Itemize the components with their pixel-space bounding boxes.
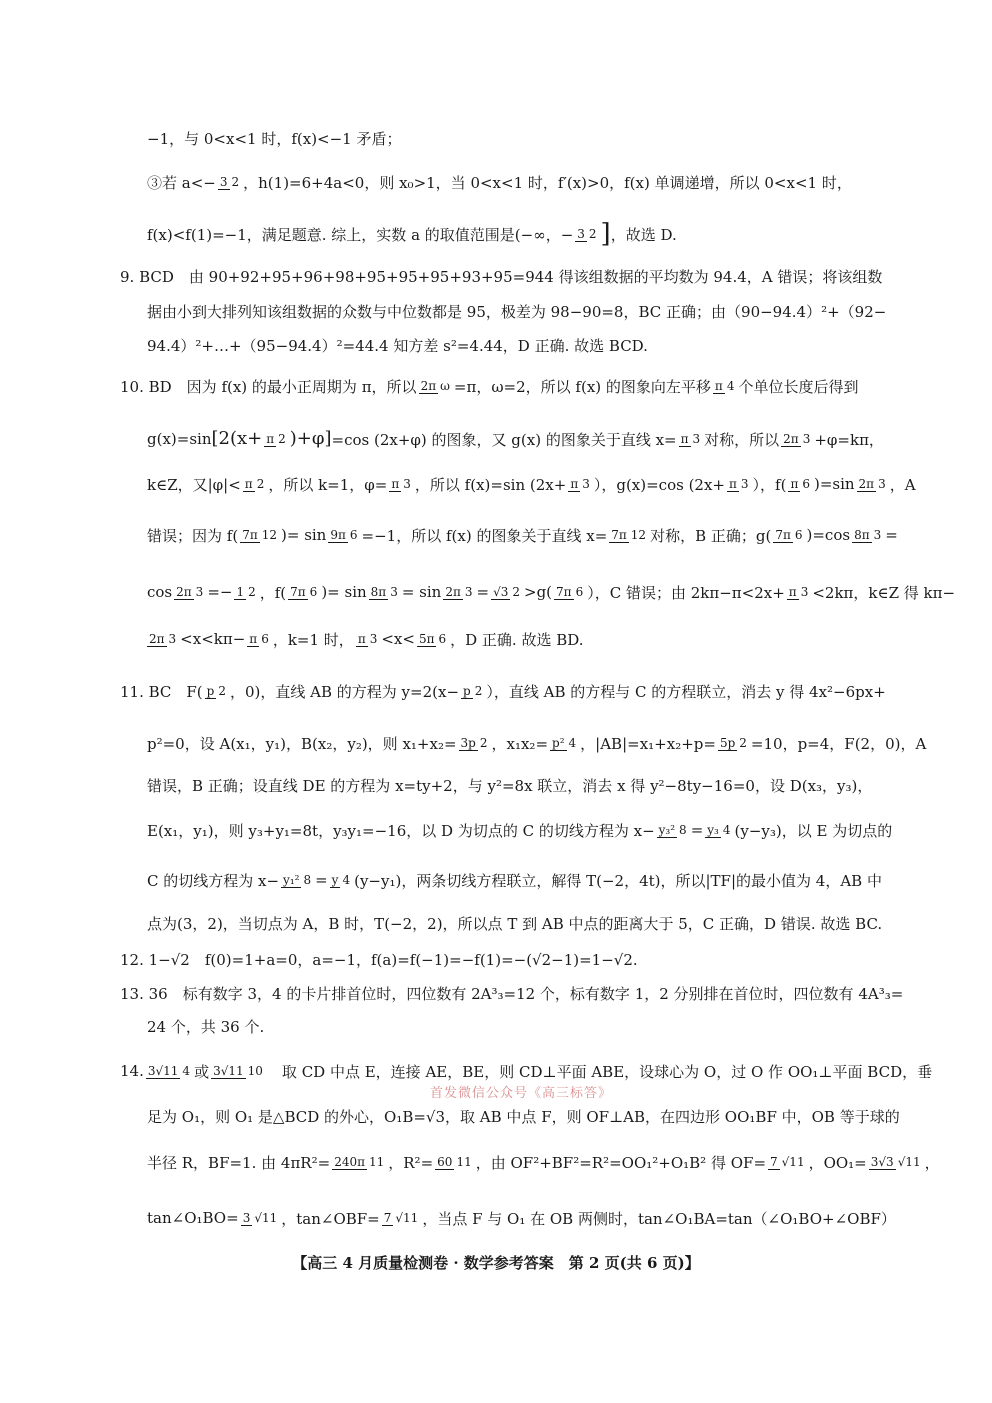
text-segment: =π，ω=2，所以 f(x) 的图象向左平移: [453, 377, 711, 396]
fraction: 5π 6: [418, 631, 447, 646]
text-segment: ，f(: [259, 583, 287, 602]
text-segment: 13. 36 标有数字 3，4 的卡片排首位时，四位数有 2A³₃=12 个，标有数字 1，2 分别排在首位时，四位数有 4A³₃=: [120, 984, 904, 1003]
fraction: p² 4: [552, 735, 577, 750]
text-segment: 错误，B 正确；设直线 DE 的方程为 x=ty+2，与 y²=8x 联立，消去 x 得 y²−8ty−16=0，设 D(x₃，y₃)，: [147, 776, 873, 795]
text-segment: k∈Z，又|φ|<: [147, 475, 241, 494]
text-segment: p²=0，设 A(x₁，y₁)，B(x₂，y₂)，则 x₁+x₂=: [147, 734, 457, 753]
text-line-11d: [0, 810, 992, 850]
fraction: π 3: [391, 476, 411, 491]
text-line-9c: [0, 325, 992, 365]
text-segment: )= sin: [281, 526, 327, 544]
text-segment: =: [885, 526, 898, 544]
text-line-11f: [0, 903, 992, 943]
text-segment: ，故选 D.: [610, 225, 677, 244]
fraction: y₃ 4: [707, 822, 731, 837]
text-line-8a: [0, 118, 992, 158]
fraction: p 2: [463, 683, 483, 698]
fraction: 3p 2: [460, 735, 488, 750]
text-segment: (−∞，−: [514, 225, 574, 244]
text-segment: E(x₁，y₁)，则 y₃+y₁=8t，y₃y₁=−16，以 D 为切点的 C 的切线方程为 x−: [147, 821, 655, 840]
fraction: π 3: [729, 476, 749, 491]
text-segment: ），f(: [752, 475, 787, 494]
text-segment: )=cos: [806, 526, 851, 544]
fraction: p 2: [206, 683, 226, 698]
fraction: 9π 6: [330, 527, 358, 542]
text-segment: ），直线 AB 的方程与 C 的方程联立，消去 y 得 4x²−6px+: [486, 682, 886, 701]
text-line-11b: [0, 723, 992, 763]
fraction: π 3: [788, 584, 809, 599]
fraction: y₃² 8: [658, 822, 687, 837]
fraction: 8π 3: [370, 584, 398, 599]
fraction: 8π 3: [854, 527, 882, 542]
text-segment: =cos (2x+φ) 的图象，又 g(x) 的图象关于直线 x=: [331, 430, 677, 449]
text-segment: 14.: [120, 1062, 144, 1080]
fraction: π 3: [570, 476, 590, 491]
text-segment: ，OO₁=: [808, 1153, 867, 1172]
text-segment: = sin: [401, 583, 442, 601]
fraction: 7π 6: [290, 584, 318, 599]
text-segment: =−: [207, 583, 233, 601]
text-line-10b: [0, 419, 992, 459]
fraction: 2π 3: [176, 584, 204, 599]
text-line-9a: [0, 256, 992, 296]
text-segment: ，所以 k=1，φ=: [268, 475, 388, 494]
fraction: y 4: [331, 872, 351, 887]
text-line-10d: [0, 515, 992, 555]
fraction: 7π 12: [242, 527, 277, 542]
fraction: 7π 12: [611, 527, 647, 542]
text-segment: ，0)，直线 AB 的方程为 y=2(x−: [230, 682, 460, 701]
text-line-10a: [0, 366, 992, 406]
text-segment: 据由小到大排列知该组数据的众数与中位数都是 95，极差为 98−90=8，BC 正确；由（90−94.4）²+（92−: [147, 302, 887, 321]
text-segment: =10，p=4，F(2，0)，A: [750, 734, 927, 753]
fraction: 7 √11: [770, 1154, 805, 1169]
text-segment: ，D 正确. 故选 BD.: [450, 630, 584, 649]
text-segment: ，h(1)=6+4a<0，则 x₀>1，当 0<x<1 时，f′(x)>0，f(x) 单调递增，所以 0<x<1 时，: [243, 173, 852, 192]
text-segment: ，: [924, 1153, 940, 1172]
fraction: π 6: [249, 631, 269, 646]
text-segment: =: [476, 583, 490, 601]
text-segment: (y−y₃)，以 E 为切点的: [734, 821, 893, 840]
text-segment: 94.4）²+…+（95−94.4）²=44.4 知方差 s²=4.44，D 正确. 故选 BCD.: [147, 336, 648, 355]
fraction: 2π 3: [149, 631, 177, 646]
text-segment: +φ=kπ，: [814, 430, 884, 449]
text-segment: ），C 错误；由 2kπ−π<2x+: [587, 583, 785, 602]
fraction: 3 2: [577, 226, 597, 241]
text-segment: ，|AB|=x₁+x₂+p=: [580, 734, 716, 753]
fraction: 2π 3: [783, 431, 811, 446]
text-line-11e: [0, 860, 992, 900]
text-line-14b: [0, 1096, 992, 1136]
fraction: 3√11 4: [147, 1063, 191, 1078]
text-segment: <2kπ，k∈Z 得 kπ−: [812, 583, 956, 602]
text-segment: ，所以 f(x)=sin (2x+: [414, 475, 567, 494]
fraction: 2π 3: [445, 584, 473, 599]
text-line-11a: [0, 671, 992, 711]
text-segment: >g(: [524, 583, 553, 601]
text-segment: ，由 OF²+BF²=R²=OO₁²+O₁B² 得 OF=: [475, 1153, 767, 1172]
text-segment: <x<: [381, 630, 415, 648]
text-segment: tan∠O₁BO=: [147, 1209, 239, 1227]
fraction: 1 2: [236, 584, 256, 599]
text-segment: )=sin: [813, 475, 855, 493]
text-segment: ，当点 F 与 O₁ 在 OB 两侧时，tan∠O₁BA=tan（∠O₁BO+∠OBF）: [422, 1209, 896, 1228]
fraction: √3 2: [493, 584, 521, 599]
text-segment: =−1，所以 f(x) 的图象关于直线 x=: [361, 526, 608, 545]
text-segment: ，k=1 时，: [272, 630, 354, 649]
fraction: 3 2: [219, 174, 240, 189]
bracket: ]: [600, 219, 611, 249]
text-line-10f: [0, 619, 992, 659]
text-segment: )+φ]: [289, 428, 332, 449]
text-segment: g(x)=sin: [147, 430, 212, 448]
text-segment: ，A: [889, 475, 916, 494]
text-line-10e: [0, 572, 992, 612]
text-segment: 错误；因为 f(: [147, 526, 239, 545]
text-segment: f(x)<f(1)=−1，满足题意. 综上，实数 a 的取值范围是: [147, 225, 515, 244]
text-segment: 取 CD 中点 E，连接 AE，BE，则 CD⊥平面 ABE，设球心为 O，过 O 作 OO₁⊥平面 BCD，垂: [266, 1062, 933, 1081]
text-segment: −1，与 0<x<1 时，f(x)<−1 矛盾；: [147, 129, 402, 148]
text-line-14d: [0, 1198, 992, 1238]
text-line-13b: [0, 1006, 992, 1046]
fraction: y₁² 8: [283, 872, 312, 887]
text-segment: 个单位长度后得到: [738, 377, 859, 396]
fraction: 2π ω: [420, 378, 450, 393]
text-segment: =: [315, 871, 328, 889]
text-segment: 对称，B 正确；g(: [650, 526, 772, 545]
fraction: 2π 3: [858, 476, 886, 491]
page-footer: 【高三 4 月质量检测卷 · 数学参考答案 第 2 页(共 6 页)】: [292, 1254, 700, 1272]
text-segment: [2(x+: [211, 428, 263, 449]
fraction: 7 √11: [383, 1210, 419, 1225]
text-segment: 或: [194, 1062, 210, 1081]
text-segment: <x<kπ−: [180, 630, 246, 648]
text-segment: ），g(x)=cos (2x+: [593, 475, 725, 494]
text-line-14c: [0, 1142, 992, 1182]
watermark: 首发微信公众号《高三标答》: [430, 1086, 613, 1101]
text-segment: 对称，所以: [704, 430, 780, 449]
text-segment: ③若 a<−: [147, 173, 216, 192]
text-segment: (y−y₁)，两条切线方程联立，解得 T(−2，4t)，所以|TF|的最小值为 4，AB 中: [354, 871, 882, 890]
text-segment: ，tan∠OBF=: [281, 1209, 380, 1228]
text-segment: 10. BD 因为 f(x) 的最小正周期为 π，所以: [120, 377, 417, 396]
text-segment: C 的切线方程为 x−: [147, 871, 280, 890]
fraction: π 2: [266, 431, 286, 446]
text-segment: 11. BC F(: [120, 682, 203, 701]
text-segment: 点为(3，2)，当切点为 A，B 时，T(−2，2)，所以点 T 到 AB 中点的距离大于 5，C 正确，D 错误. 故选 BC.: [147, 914, 883, 933]
text-segment: 9. BCD 由 90+92+95+96+98+95+95+95+93+95=944 得该组数据的平均数为 94.4，A 错误；将该组数: [120, 267, 883, 286]
fraction: π 3: [680, 431, 701, 446]
text-line-11c: [0, 765, 992, 805]
fraction: 3√11 10: [213, 1063, 263, 1078]
text-segment: 12. 1−√2 f(0)=1+a=0，a=−1，f(a)=f(−1)=−f(1)=−(√2−1)=1−√2.: [120, 950, 638, 969]
fraction: 60 11: [437, 1154, 472, 1169]
fraction: 3 √11: [242, 1210, 278, 1225]
text-segment: 24 个，共 36 个.: [147, 1017, 265, 1036]
text-line-8b: [0, 162, 992, 202]
fraction: π 6: [790, 476, 810, 491]
text-segment: cos: [147, 583, 173, 601]
fraction: 240π 11: [334, 1154, 385, 1169]
fraction: 7π 6: [556, 584, 584, 599]
text-line-8c: [0, 214, 992, 254]
fraction: π 4: [714, 378, 735, 393]
text-line-10c: [0, 464, 992, 504]
fraction: 7π 6: [775, 527, 803, 542]
text-segment: ，x₁x₂=: [491, 734, 549, 753]
fraction: π 3: [357, 631, 378, 646]
fraction: 5p 2: [719, 735, 747, 750]
text-segment: ，R²=: [388, 1153, 434, 1172]
fraction: π 2: [244, 476, 265, 491]
fraction: 3√3 √11: [870, 1154, 921, 1169]
text-segment: 半径 R，BF=1. 由 4πR²=: [147, 1153, 331, 1172]
text-segment: )= sin: [321, 583, 367, 601]
text-segment: =: [690, 821, 704, 839]
text-segment: 足为 O₁，则 O₁ 是△BCD 的外心，O₁B=√3，取 AB 中点 F，则 OF⊥AB，在四边形 OO₁BF 中，OB 等于球的: [147, 1107, 900, 1126]
